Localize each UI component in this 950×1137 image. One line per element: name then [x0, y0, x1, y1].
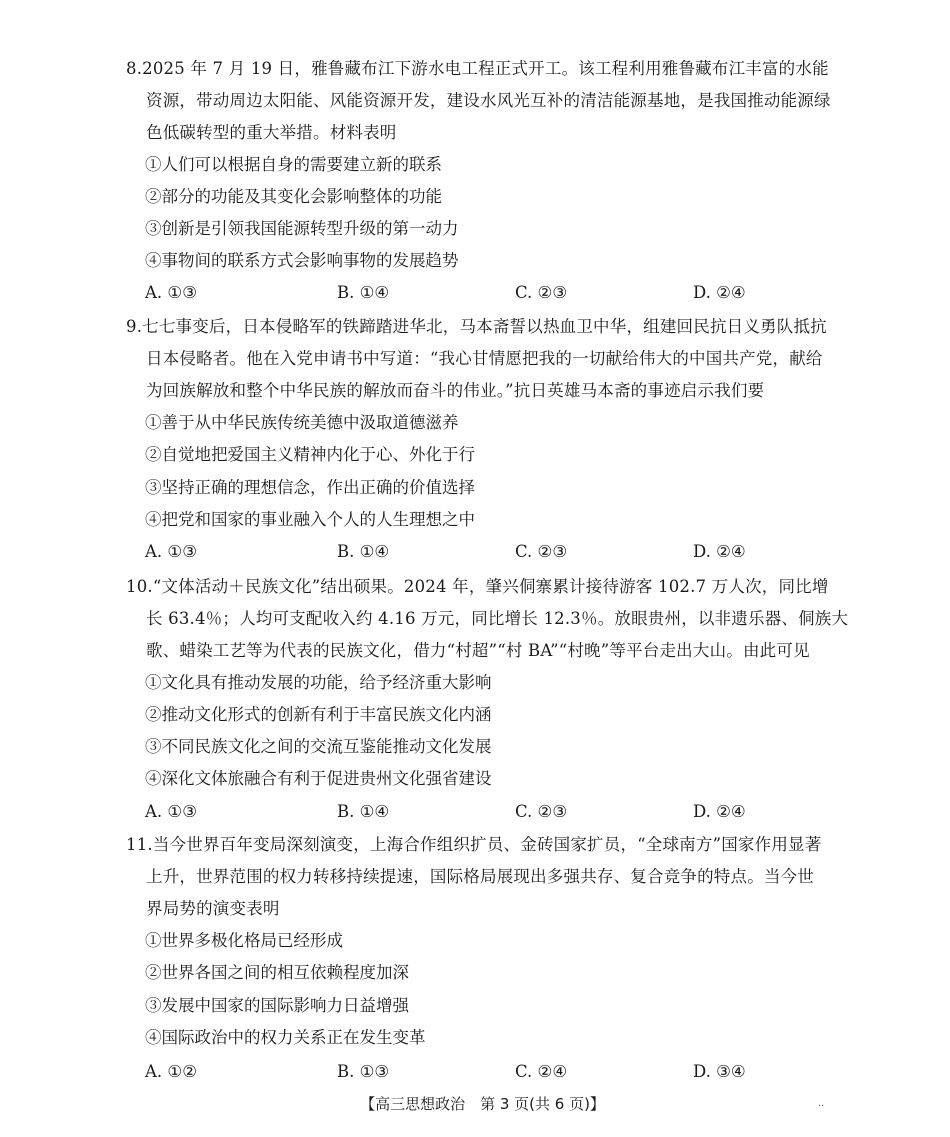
question-8-choice-d[interactable]: D. ②④: [693, 283, 746, 302]
question-11-option-4: ④国际政治中的权力关系正在发生变革: [145, 1028, 426, 1047]
question-11-option-1: ①世界多极化格局已经形成: [145, 931, 343, 950]
page-footer-text: 【高三思想政治 第 3 页(共 6 页)】: [360, 1095, 605, 1113]
question-10-stem-1: “文体活动＋民族文化”结出硕果。2024 年，肇兴侗寨累计接待游客 102.7 万人次，同比增: [152, 577, 829, 596]
question-10-choice-c[interactable]: C. ②③: [515, 802, 568, 821]
question-9-line-1: [126, 316, 827, 338]
question-8-choice-b[interactable]: B. ①④: [337, 283, 390, 302]
question-10-choice-d[interactable]: D. ②④: [693, 802, 746, 821]
question-11-number: 11.: [126, 835, 153, 854]
question-8-number: 8.: [126, 59, 143, 78]
question-8-line-3: 色低碳转型的重大举措。材料表明: [146, 123, 397, 142]
question-9-line-2: 日本侵略者。他在入党申请书中写道：“我心甘情愿把我的一切献给伟大的中国共产党，献给: [146, 349, 823, 368]
question-8-option-1: ①人们可以根据自身的需要建立新的联系: [145, 155, 442, 174]
question-11-option-3: ③发展中国家的国际影响力日益增强: [145, 996, 409, 1015]
question-8-stem-1: 2025 年 7 月 19 日，雅鲁藏布江下游水电工程正式开工。该工程利用雅鲁藏布江丰富的水能: [142, 59, 829, 78]
question-10-option-2: ②推动文化形式的创新有利于丰富民族文化内涵: [145, 705, 492, 724]
question-9-choice-d[interactable]: D. ②④: [693, 542, 746, 561]
question-9-option-4: ④把党和国家的事业融入个人的人生理想之中: [145, 510, 475, 529]
question-9-option-1: ①善于从中华民族传统美德中汲取道德滋养: [145, 413, 459, 432]
question-10-line-1: [126, 576, 829, 598]
question-9-stem-1: 七七事变后，日本侵略军的铁蹄踏进华北，马本斋誓以热血卫中华，组建回民抗日义勇队抵抗: [142, 317, 827, 336]
question-8-option-3: ③创新是引领我国能源转型升级的第一动力: [145, 219, 459, 238]
question-10-line-3: 歌、蜡染工艺等为代表的民族文化，借力“村超”“村 BA”“村晚”等平台走出大山。由此可见: [146, 641, 810, 660]
question-8-line-1: [126, 58, 829, 80]
question-9-option-3: ③坚持正确的理想信念，作出正确的价值选择: [145, 478, 475, 497]
question-10-option-3: ③不同民族文化之间的交流互鉴能推动文化发展: [145, 737, 492, 756]
question-10-choice-b[interactable]: B. ①④: [337, 802, 390, 821]
question-8-option-4: ④事物间的联系方式会影响事物的发展趋势: [145, 251, 459, 270]
question-11-choice-d[interactable]: D. ③④: [693, 1062, 746, 1081]
question-8-choice-c[interactable]: C. ②③: [515, 283, 568, 302]
question-10-option-4: ④深化文体旅融合有利于促进贵州文化强省建设: [145, 769, 492, 788]
question-10-choice-a[interactable]: A. ①③: [145, 802, 197, 821]
question-8-choice-a[interactable]: A. ①③: [145, 283, 197, 302]
question-10-number: 10.: [126, 577, 153, 596]
question-10-option-1: ①文化具有推动发展的功能，给予经济重大影响: [145, 673, 492, 692]
question-11-choice-b[interactable]: B. ①③: [337, 1062, 390, 1081]
page-footer: [0, 1094, 950, 1114]
question-9-line-3: 为回族解放和整个中华民族的解放而奋斗的伟业。”抗日英雄马本斋的事迹启示我们要: [146, 381, 765, 400]
question-11-line-3: 界局势的演变表明: [146, 899, 280, 918]
question-11-line-2: 上升，世界范围的权力转移持续提速，国际格局展现出多强共存、复合竞争的特点。当今世: [146, 867, 814, 886]
question-9-option-2: ②自觉地把爱国主义精神内化于心、外化于行: [145, 445, 475, 464]
question-9-number: 9.: [126, 317, 143, 336]
question-11-option-2: ②世界各国之间的相互依赖程度加深: [145, 963, 409, 982]
question-9-choice-c[interactable]: C. ②③: [515, 542, 568, 561]
question-8-line-2: 资源，带动周边太阳能、风能资源开发，建设水风光互补的清洁能源基地，是我国推动能源绿: [146, 91, 831, 110]
question-10-line-2: 长 63.4％；人均可支配收入约 4.16 万元，同比增长 12.3％。放眼贵州，以非遗乐器、侗族大: [146, 609, 849, 628]
question-8-option-2: ②部分的功能及其变化会影响整体的功能: [145, 187, 442, 206]
question-9-choice-b[interactable]: B. ①④: [337, 542, 390, 561]
question-11-stem-1: 当今世界百年变局深刻演变，上海合作组织扩员、金砖国家扩员，“全球南方”国家作用显著: [152, 835, 822, 854]
question-11-choice-a[interactable]: A. ①②: [145, 1062, 197, 1081]
question-11-line-1: [126, 834, 821, 856]
question-11-choice-c[interactable]: C. ②④: [515, 1062, 568, 1081]
question-9-choice-a[interactable]: A. ①③: [145, 542, 197, 561]
corner-mark: ..: [818, 1098, 825, 1109]
